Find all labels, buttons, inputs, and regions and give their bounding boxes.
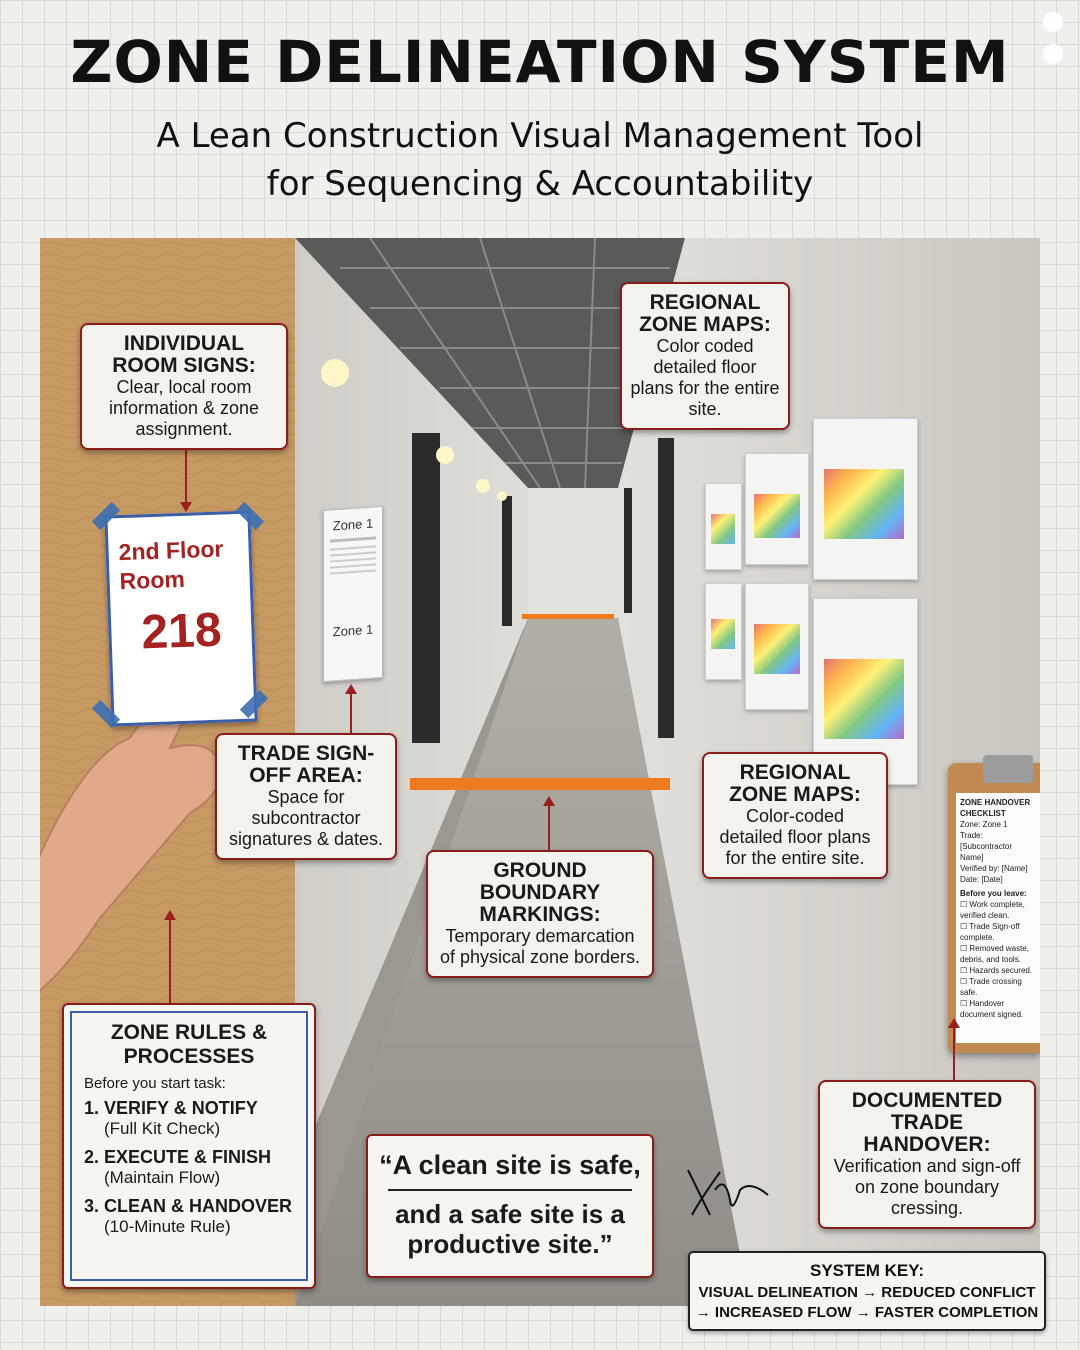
door-left [412,433,440,743]
quote-line-3: productive site.” [407,1229,613,1259]
step-title: 1. VERIFY & NOTIFY [84,1098,258,1118]
zone-map-sheet [813,418,918,580]
zone-rules-panel [62,1003,316,1289]
step-title: 2. EXECUTE & FINISH [84,1147,272,1167]
checklist-item-text: Work complete, verified clean. [960,900,1025,920]
zone-rules-title-2: PROCESSES [123,1045,255,1068]
arrow-up-icon [948,1018,960,1028]
step-detail: (Maintain Flow) [104,1168,221,1187]
callout-text: Verification and sign-off on zone boundary cressing. [833,1156,1021,1218]
clipboard-clip-icon [983,755,1033,783]
step-detail: (10-Minute Rule) [104,1217,231,1236]
quote-line-2: and a safe site is a [395,1199,625,1229]
leader-line [953,1028,955,1080]
ground-boundary-line [410,778,670,790]
callout-regional-maps-mid [702,752,888,879]
page-subtitle [0,112,1080,208]
leader-line [350,693,352,733]
callout-title: GROUND BOUNDARY MARKINGS: [479,859,601,926]
arrow-down-icon [180,502,192,512]
handover-checklist [956,793,1040,1043]
corner-dot-icon [1043,12,1063,32]
system-key [688,1251,1046,1331]
step-detail: (Full Kit Check) [104,1119,221,1138]
zone-map-sheet [745,583,809,710]
checklist-item: ☐ Handover document signed. [960,999,1024,1019]
checklist-item-text: Hazards secured. [969,966,1033,975]
callout-text: Color coded detailed floor plans for the entire site. [630,336,780,419]
checklist-item: ☐ Trade crossing safe. [960,977,1022,997]
corner-dot-icon [1043,44,1063,64]
callout-regional-maps-top [620,282,790,430]
callout-trade-signoff [215,733,397,860]
zone-map-sheet [705,583,742,680]
callout-room-signs [80,323,288,450]
checklist-title: ZONE HANDOVER CHECKLIST [960,798,1031,818]
step-title: 3. CLEAN & HANDOVER [84,1196,293,1216]
checklist-item: ☐ Removed waste, debris, and tools. [960,944,1029,964]
zone-rules-step [84,1098,294,1139]
room-sign [104,511,257,727]
checklist-item: ☐ Hazards secured. [960,966,1033,975]
subtitle-line-1: A Lean Construction Visual Management Tool [156,116,924,156]
checklist-before: Before you leave: [960,889,1027,898]
hallway-scene [40,238,1040,1306]
zone-rules-intro: Before you start task: [84,1075,226,1092]
callout-text: Temporary demarcation of physical zone borders. [439,926,641,967]
zone-map-sheet [705,483,742,570]
quote-line-1: “A clean site is safe, [379,1150,641,1180]
callout-ground-boundary [426,850,654,978]
signature-mark [680,1160,780,1225]
callout-title: REGIONAL ZONE MAPS: [639,291,771,336]
leader-line [169,918,171,1003]
checklist-item-text: Trade crossing safe. [960,977,1022,997]
callout-title: DOCUMENTED TRADE HANDOVER: [851,1089,1003,1156]
ground-boundary-line-far [522,614,614,619]
checklist-item: ☐ Work complete, verified clean. [960,900,1025,920]
system-key-title: SYSTEM KEY: [810,1261,924,1280]
quote-divider [388,1189,632,1191]
system-key-line-2: → INCREASED FLOW → FASTER COMPLETION [695,1304,1039,1321]
callout-text: Color-coded detailed floor plans for the entire site. [719,806,871,868]
zone-map-sheet [745,453,809,565]
zone-rules-step [84,1196,294,1237]
room-sign-number: 218 [140,603,223,660]
zone-sheet-label-top: Zone 1 [332,515,374,534]
zone-sheet [323,506,383,682]
leader-line [185,450,187,505]
door-right [658,438,674,738]
callout-trade-handover [818,1080,1036,1229]
arrow-up-icon [164,910,176,920]
callout-title: REGIONAL ZONE MAPS: [729,761,861,806]
zone-rules-title-1: ZONE RULES & [110,1021,268,1044]
zone-rules-step [84,1147,294,1188]
leader-line [548,800,550,850]
checklist-zone: Zone: Zone 1 [960,820,1008,829]
room-sign-floor: 2nd Floor [118,535,224,566]
system-key-line-1: VISUAL DELINEATION → REDUCED CONFLICT [698,1284,1036,1301]
page-title: ZONE DELINEATION SYSTEM [70,28,1010,96]
room-sign-room-label: Room [119,565,186,595]
checklist-item-text: Handover document signed. [960,999,1024,1019]
quote-box [366,1134,654,1278]
arrow-up-icon [543,796,555,806]
callout-title: TRADE SIGN-OFF AREA: [237,742,375,787]
subtitle-line-2: for Sequencing & Accountability [266,164,814,204]
clipboard [948,763,1040,1053]
checklist-verified: Verified by: [Name] Date: [Date] [960,864,1028,884]
checklist-item: ☐ Trade Sign-off complete. [960,922,1020,942]
callout-text: Clear, local room information & zone assignment. [108,377,260,439]
callout-text: Space for subcontractor signatures & dates. [228,787,384,849]
checklist-trade: Trade: [Subcontractor Name] [960,831,1013,862]
arrow-up-icon [345,684,357,694]
zone-sheet-label-bottom: Zone 1 [332,621,374,640]
checklist-item-text: Removed waste, debris, and tools. [960,944,1029,964]
checklist-item-text: Trade Sign-off complete. [960,922,1020,942]
callout-title: INDIVIDUAL ROOM SIGNS: [112,332,256,377]
